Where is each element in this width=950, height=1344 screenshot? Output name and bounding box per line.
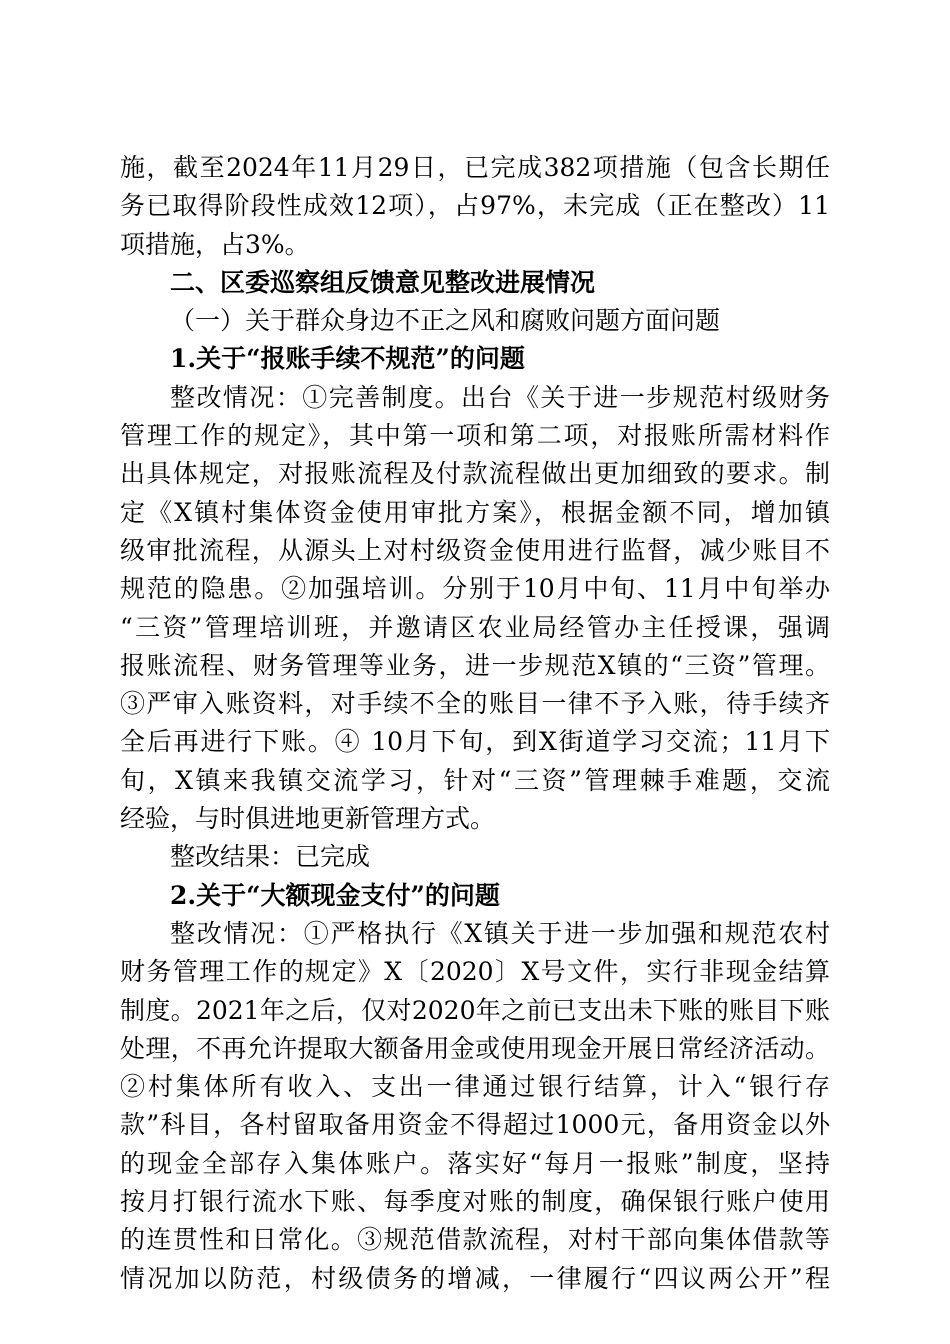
body-line: 出具体规定，对报账流程及付款流程做出更加细致的要求。制: [120, 459, 830, 489]
body-line: 处理，不再允许提取大额备用金或使用现金开展日常经济活动。: [120, 1033, 830, 1063]
body-line: 定《X镇村集体资金使用审批方案》，根据金额不同，增加镇: [120, 497, 830, 527]
body-line: ②村集体所有收入、支出一律通过银行结算，计入“银行存: [120, 1072, 830, 1102]
body-line: 制度。2021年之后，仅对2020年之前已支出未下账的账目下账: [120, 995, 830, 1025]
body-line: 管理工作的规定》，其中第一项和第二项，对报账所需材料作: [120, 421, 830, 451]
body-line: 财务管理工作的规定》X〔2020〕X号文件，实行非现金结算: [120, 957, 830, 987]
body-line: 报账流程、财务管理等业务，进一步规范X镇的“三资”管理。: [120, 650, 830, 680]
body-line: ③严审入账资料，对手续不全的账目一律不予入账，待手续齐: [120, 689, 830, 719]
subsection-heading: （一）关于群众身边不正之风和腐败问题方面问题: [170, 306, 721, 336]
document-page: [120, 149, 830, 1298]
issue-heading: 2.关于“大额现金支付”的问题: [170, 880, 500, 910]
body-line: 项措施，占3%。: [120, 229, 310, 259]
body-line: 按月打银行流水下账、每季度对账的制度，确保银行账户使用: [120, 1187, 830, 1217]
body-line: 的现金全部存入集体账户。落实好“每月一报账”制度，坚持: [120, 1148, 830, 1178]
body-line: 全后再进行下账。④ 10月下旬，到X街道学习交流；11月下: [120, 727, 830, 757]
body-line: 整改情况：①完善制度。出台《关于进一步规范村级财务: [170, 382, 830, 412]
body-line: 级审批流程，从源头上对村级资金使用进行监督，减少账目不: [120, 535, 830, 565]
body-line: 整改情况：①严格执行《X镇关于进一步加强和规范农村: [170, 918, 830, 948]
body-line: 施，截至2024年11月29日，已完成382项措施（包含长期任: [120, 153, 830, 182]
body-line: 经验，与时俱进地更新管理方式。: [120, 804, 496, 834]
body-line: 旬，X镇来我镇交流学习，针对“三资”管理棘手难题，交流: [120, 765, 830, 795]
section-heading: 二、区委巡察组反馈意见整改进展情况: [170, 267, 596, 297]
issue-heading: 1.关于“报账手续不规范”的问题: [170, 344, 525, 374]
body-line: 务已取得阶段性成效12项），占97%，未完成（正在整改）11: [120, 191, 830, 221]
body-line: 规范的隐患。②加强培训。分别于10月中旬、11月中旬举办: [120, 574, 830, 604]
body-line: 情况加以防范，村级债务的增减，一律履行“四议两公开”程: [120, 1263, 830, 1293]
result-line: 整改结果：已完成: [170, 842, 371, 872]
body-line: 的连贯性和日常化。③规范借款流程，对村干部向集体借款等: [120, 1225, 830, 1255]
body-line: “三资”管理培训班，并邀请区农业局经管办主任授课，强调: [120, 612, 830, 642]
body-line: 款”科目，各村留取备用资金不得超过1000元，备用资金以外: [120, 1110, 830, 1140]
